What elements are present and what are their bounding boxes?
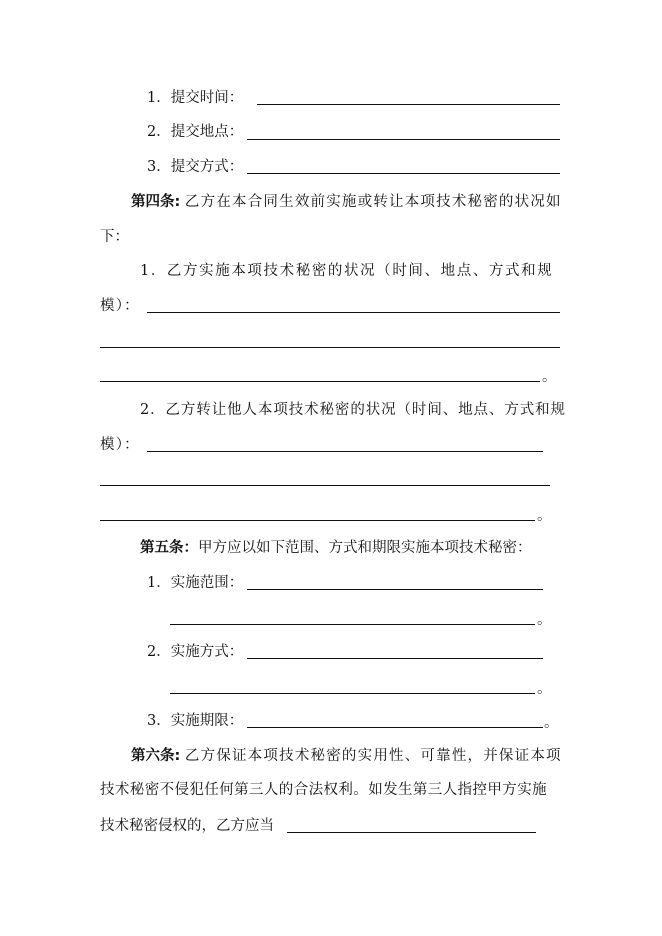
article-6-line3: 技术秘密侵权的，乙方应当: [100, 818, 274, 834]
submit-place-blank: [247, 139, 560, 140]
item2-blank-2: [100, 485, 550, 486]
article-5-text: 甲方应以如下范围、方式和期限实施本项技术秘密：: [198, 540, 532, 556]
scope-label: 1．实施范围：: [147, 575, 244, 591]
article-5-title: 第五条：: [140, 540, 198, 556]
article-4-title: 第四条:: [131, 194, 181, 210]
item2-blank-3: [100, 520, 535, 521]
article-6-heading: [131, 746, 562, 766]
article-6-line2: 技术秘密不侵犯任何第三人的合法权利。如发生第三人指控甲方实施: [100, 782, 547, 798]
period-mark: 。: [542, 369, 557, 385]
item1-blank-1: [147, 312, 560, 313]
scope-blank-1: [247, 589, 543, 590]
article-6-text: 乙方保证本项技术秘密的实用性、可靠性，并保证本项: [184, 748, 562, 764]
article-4-cont: 下：: [100, 229, 129, 245]
method-label: 2．实施方式：: [147, 644, 244, 660]
article-5-heading: [140, 538, 532, 558]
article-6-title: 第六条:: [131, 748, 181, 764]
period-mark: 。: [544, 715, 559, 731]
period-mark: 。: [537, 612, 552, 628]
submit-place-label: 2．提交地点：: [147, 124, 244, 140]
method-blank-2: [170, 693, 535, 694]
scope-blank-2: [170, 624, 535, 625]
article-4-item2: 2．乙方转让他人本项技术秘密的状况（时间、地点、方式和规: [140, 402, 566, 418]
item2-blank-1: [147, 451, 543, 452]
period-label: 3．实施期限：: [147, 713, 244, 729]
submit-method-label: 3．提交方式：: [147, 159, 244, 175]
article-4-item2-cont: 模）：: [100, 437, 140, 453]
submit-method-blank: [247, 173, 560, 174]
method-blank-1: [247, 658, 543, 659]
article-4-item1: 1．乙方实施本项技术秘密的状况（时间、地点、方式和规: [140, 263, 554, 279]
period-mark: 。: [537, 681, 552, 697]
article-6-blank: [287, 832, 536, 833]
item1-blank-2: [100, 347, 560, 348]
submit-time-label: 1．提交时间：: [147, 90, 244, 106]
period-mark: 。: [537, 508, 552, 524]
article-4-heading: [131, 192, 562, 212]
article-4-item1-cont: 模）：: [100, 298, 140, 314]
submit-time-blank: [257, 104, 560, 105]
period-blank: [247, 727, 543, 728]
article-4-text: 乙方在本合同生效前实施或转让本项技术秘密的状况如: [184, 194, 562, 210]
item1-blank-3: [100, 381, 540, 382]
